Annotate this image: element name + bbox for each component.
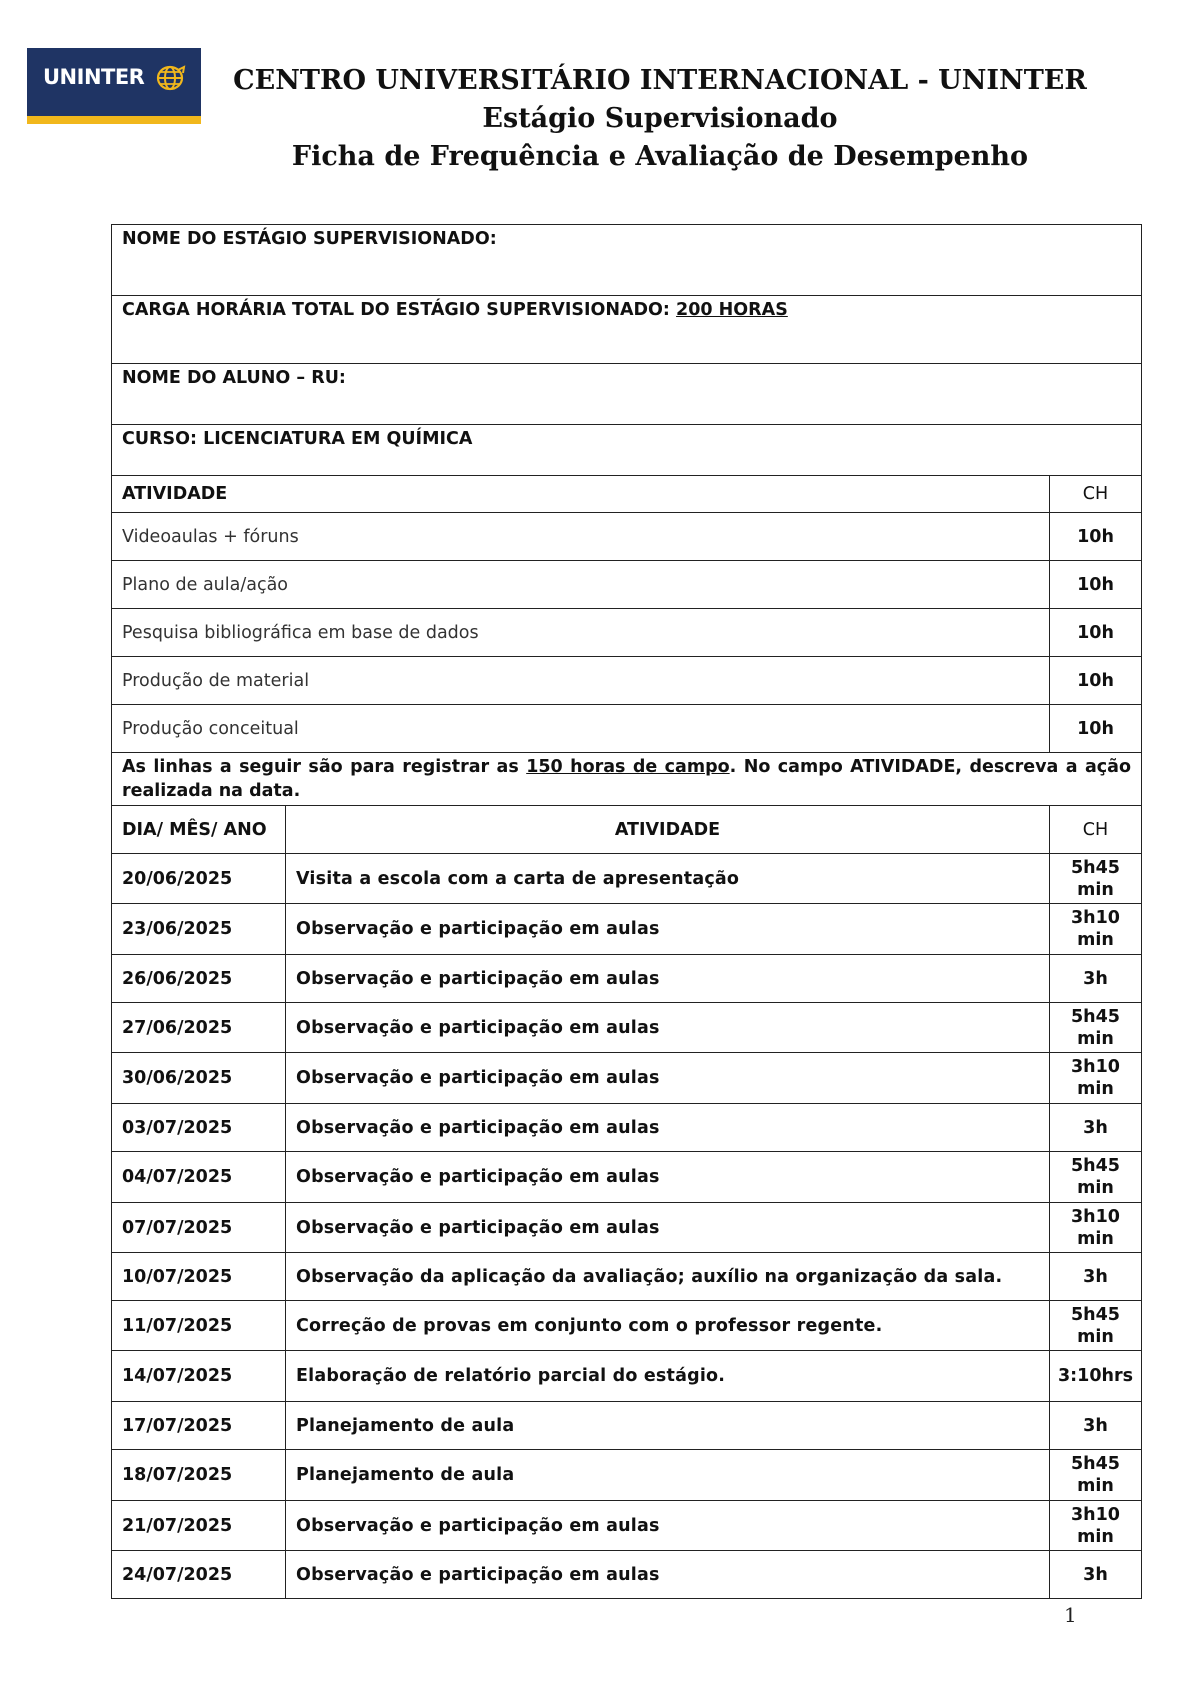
log-row xyxy=(112,1053,1142,1104)
log-date: 14/07/2025 xyxy=(112,1351,286,1402)
activity-ch: 10h xyxy=(1050,609,1142,657)
field-hours-note xyxy=(112,753,1142,806)
log-date: 21/07/2025 xyxy=(112,1501,286,1551)
log-date: 24/07/2025 xyxy=(112,1551,286,1599)
activity-name: Videoaulas + fóruns xyxy=(112,513,1050,561)
carga-horaria-field xyxy=(112,296,1142,364)
log-activity: Observação da aplicação da avaliação; auxílio na organização da sala. xyxy=(286,1253,1050,1301)
log-date: 04/07/2025 xyxy=(112,1152,286,1203)
log-ch: 3h xyxy=(1050,1104,1142,1152)
log-activity: Correção de provas em conjunto com o professor regente. xyxy=(286,1301,1050,1351)
estagio-name-label: NOME DO ESTÁGIO SUPERVISIONADO: xyxy=(122,229,497,249)
log-row xyxy=(112,955,1142,1003)
log-activity: Observação e participação em aulas xyxy=(286,904,1050,955)
log-ch: 3h xyxy=(1050,955,1142,1003)
log-header-ch: CH xyxy=(1050,806,1142,854)
log-row xyxy=(112,1501,1142,1551)
activity-ch: 10h xyxy=(1050,561,1142,609)
log-row xyxy=(112,1351,1142,1402)
activities-header-ch: CH xyxy=(1050,476,1142,513)
log-activity: Observação e participação em aulas xyxy=(286,1053,1050,1104)
page-number: 1 xyxy=(1064,1603,1077,1627)
globe-icon xyxy=(154,63,186,93)
log-activity: Observação e participação em aulas xyxy=(286,1501,1050,1551)
log-row xyxy=(112,854,1142,904)
log-date: 03/07/2025 xyxy=(112,1104,286,1152)
log-activity: Planejamento de aula xyxy=(286,1402,1050,1450)
log-date: 10/07/2025 xyxy=(112,1253,286,1301)
internship-title: Estágio Supervisionado xyxy=(482,103,838,134)
log-ch: 5h45 min xyxy=(1050,1301,1142,1351)
carga-horaria-value: 200 HORAS xyxy=(676,300,788,320)
activity-ch: 10h xyxy=(1050,513,1142,561)
carga-horaria-label: CARGA HORÁRIA TOTAL DO ESTÁGIO SUPERVISIONADO: xyxy=(122,300,670,320)
log-date: 30/06/2025 xyxy=(112,1053,286,1104)
log-ch: 3h xyxy=(1050,1253,1142,1301)
log-row xyxy=(112,1450,1142,1501)
log-row xyxy=(112,1253,1142,1301)
note-text-before: As linhas a seguir são para registrar as xyxy=(122,757,527,777)
activity-name: Produção de material xyxy=(112,657,1050,705)
log-activity: Visita a escola com a carta de apresentação xyxy=(286,854,1050,904)
curso-label: CURSO: LICENCIATURA EM QUÍMICA xyxy=(122,429,473,449)
log-row xyxy=(112,1003,1142,1053)
activity-row xyxy=(112,513,1142,561)
log-date: 07/07/2025 xyxy=(112,1203,286,1253)
log-ch: 5h45 min xyxy=(1050,1003,1142,1053)
log-header-date: DIA/ MÊS/ ANO xyxy=(112,806,286,854)
log-date: 26/06/2025 xyxy=(112,955,286,1003)
activity-row xyxy=(112,657,1142,705)
log-ch: 3h xyxy=(1050,1551,1142,1599)
log-activity: Observação e participação em aulas xyxy=(286,1152,1050,1203)
log-activity: Elaboração de relatório parcial do estágio. xyxy=(286,1351,1050,1402)
activity-name: Pesquisa bibliográfica em base de dados xyxy=(112,609,1050,657)
document-header xyxy=(200,62,1120,176)
activity-ch: 10h xyxy=(1050,657,1142,705)
log-date: 11/07/2025 xyxy=(112,1301,286,1351)
log-row xyxy=(112,1402,1142,1450)
estagio-name-field[interactable] xyxy=(112,225,1142,296)
log-ch: 5h45 min xyxy=(1050,854,1142,904)
activity-name: Produção conceitual xyxy=(112,705,1050,753)
aluno-ru-field[interactable] xyxy=(112,364,1142,425)
institution-title: CENTRO UNIVERSITÁRIO INTERNACIONAL - UNINTER xyxy=(233,65,1087,96)
log-ch: 3:10hrs xyxy=(1050,1351,1142,1402)
log-ch: 3h10 min xyxy=(1050,1053,1142,1104)
log-row xyxy=(112,1551,1142,1599)
log-date: 23/06/2025 xyxy=(112,904,286,955)
note-field-hours: 150 horas de campo xyxy=(526,757,730,777)
log-activity: Observação e participação em aulas xyxy=(286,1003,1050,1053)
log-row xyxy=(112,904,1142,955)
log-row xyxy=(112,1203,1142,1253)
log-row xyxy=(112,1152,1142,1203)
log-ch: 3h xyxy=(1050,1402,1142,1450)
log-header-row xyxy=(112,806,1142,854)
log-ch: 5h45 min xyxy=(1050,1152,1142,1203)
log-date: 27/06/2025 xyxy=(112,1003,286,1053)
logo-text: UNINTER xyxy=(43,65,145,89)
log-date: 17/07/2025 xyxy=(112,1402,286,1450)
frequency-form-table xyxy=(111,224,1142,1599)
activity-name: Plano de aula/ação xyxy=(112,561,1050,609)
note-text-after: . No campo ATIVIDADE, descreva a ação realizada na data. xyxy=(122,757,1131,801)
log-date: 20/06/2025 xyxy=(112,854,286,904)
log-ch: 3h10 min xyxy=(1050,1501,1142,1551)
log-activity: Observação e participação em aulas xyxy=(286,1104,1050,1152)
log-ch: 5h45 min xyxy=(1050,1450,1142,1501)
log-activity: Planejamento de aula xyxy=(286,1450,1050,1501)
field-hours-note-row xyxy=(112,753,1142,806)
log-row xyxy=(112,1301,1142,1351)
activity-ch: 10h xyxy=(1050,705,1142,753)
activities-header-atividade: ATIVIDADE xyxy=(112,476,1050,513)
form-title: Ficha de Frequência e Avaliação de Desempenho xyxy=(291,141,1029,172)
log-date: 18/07/2025 xyxy=(112,1450,286,1501)
uninter-logo xyxy=(27,48,201,124)
activity-row xyxy=(112,705,1142,753)
activity-row xyxy=(112,609,1142,657)
log-activity: Observação e participação em aulas xyxy=(286,1203,1050,1253)
aluno-ru-label: NOME DO ALUNO – RU: xyxy=(122,368,346,388)
log-activity: Observação e participação em aulas xyxy=(286,955,1050,1003)
log-ch: 3h10 min xyxy=(1050,904,1142,955)
log-header-atividade: ATIVIDADE xyxy=(286,806,1050,854)
activity-row xyxy=(112,561,1142,609)
curso-field xyxy=(112,425,1142,476)
log-ch: 3h10 min xyxy=(1050,1203,1142,1253)
log-row xyxy=(112,1104,1142,1152)
log-activity: Observação e participação em aulas xyxy=(286,1551,1050,1599)
logo-stripe xyxy=(27,116,201,124)
